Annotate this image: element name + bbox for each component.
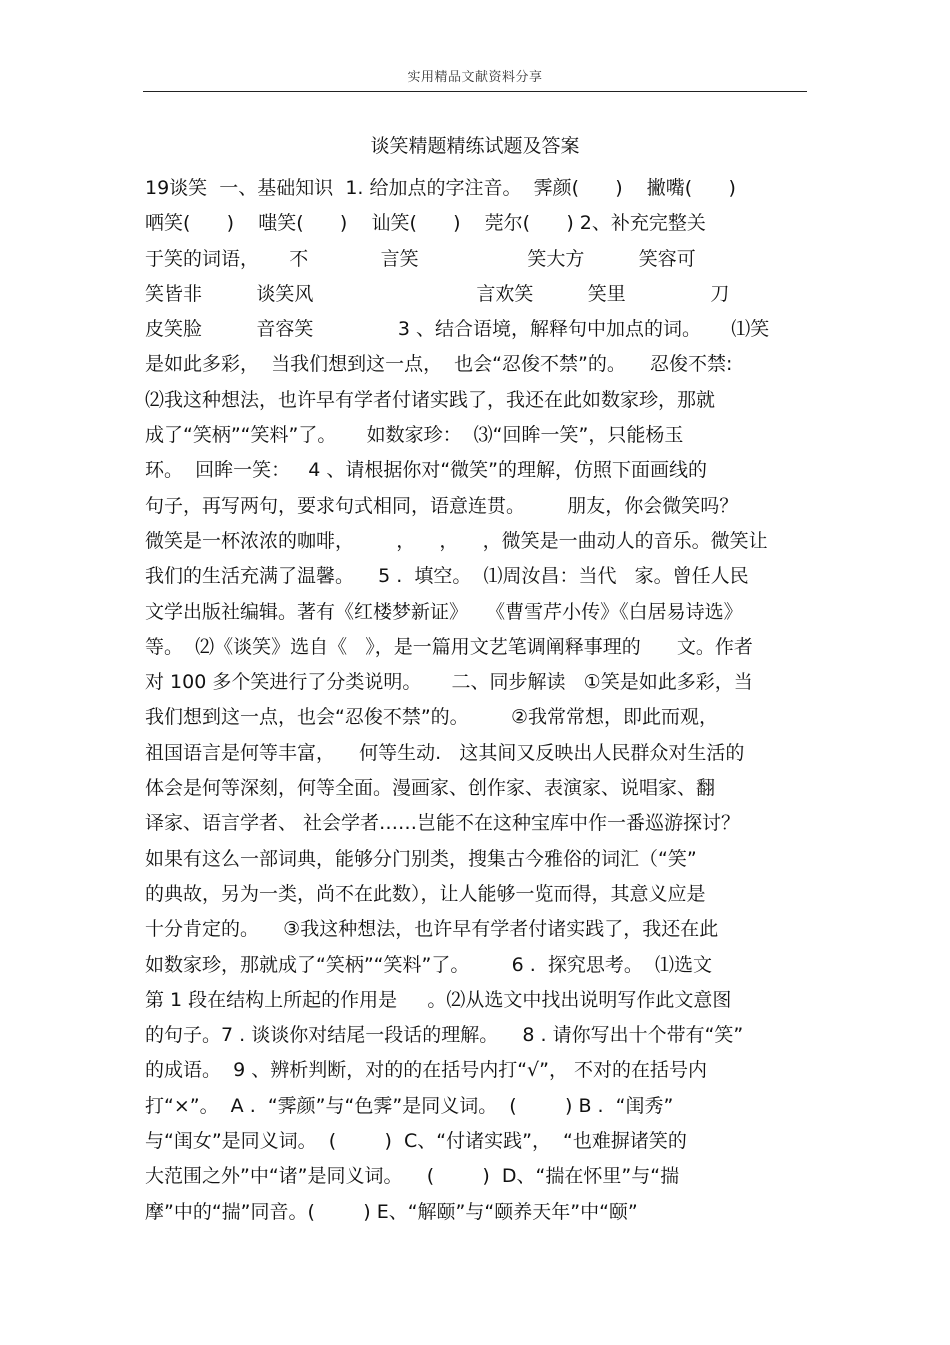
body-line: 微笑是一杯浓浓的咖啡， ， ， ，微笑是一曲动人的音乐。微笑让 <box>145 529 768 552</box>
body-line: 我们想到这一点，也会“忍俊不禁”的。 ②我常常想，即此而观， <box>145 706 718 729</box>
body-line: 打“×”。 A . “霁颜”与“色霁”是同义词。 ( ) B . “闺秀” <box>145 1094 674 1117</box>
body-line: 如果有这么一部词典，能够分门别类，搜集古今雅俗的词汇（“笑” <box>145 847 697 870</box>
body-line: 19谈笑 一、基础知识 1. 给加点的字注音。 霁颜( ) 撇嘴( ) <box>145 177 736 199</box>
body-line: 哂笑( ) 嗤笑( ) 讪笑( ) 莞尔( ) 2、补充完整关 <box>145 212 706 235</box>
body-line: 等。 ⑵《谈笑》选自《 》，是一篇用文艺笔调阐释事理的 文。作者 <box>145 635 753 658</box>
body-line: 环。 回眸一笑： 4 、请根据你对“微笑”的理解，仿照下面画线的 <box>145 459 708 482</box>
body-line: ⑵我这种想法，也许早有学者付诸实践了，我还在此如数家珍，那就 <box>145 388 716 411</box>
body-line: 十分肯定的。 ③我这种想法，也许早有学者付诸实践了，我还在此 <box>145 918 719 941</box>
page-header: 实用精品文献资料分享 <box>407 70 543 85</box>
body-line: 成了“笑柄”“笑料”了。 如数家珍： ⑶“回眸一笑”，只能杨玉 <box>145 424 684 447</box>
body-line: 第 1 段在结构上所起的作用是 。⑵从选文中找出说明写作此文意图 <box>145 988 732 1011</box>
body-line: 与“闺女”是同义词。 ( ) C、“付诸实践”， “也难摒诸笑的 <box>145 1130 687 1153</box>
document-title: 谈笑精题精练试题及答案 <box>370 135 580 157</box>
document-body <box>145 171 810 1230</box>
body-line: 大范围之外”中“诸”是同义词。 ( ) D、“揣在怀里”与“揣 <box>145 1165 680 1188</box>
body-line: 皮笑脸 音容笑 3 、结合语境，解释句中加点的词。 ⑴笑 <box>145 318 770 341</box>
body-line: 文学出版社编辑。著有《红楼梦新证》 《曹雪芹小传》《白居易诗选》 <box>145 600 743 623</box>
body-line: 对 100 多个笑进行了分类说明。 二、同步解读 ①笑是如此多彩，当 <box>145 671 753 694</box>
body-line: 我们的生活充满了温馨。 5 . 填空。 ⑴周汝昌：当代 家。曾任人民 <box>145 565 749 588</box>
body-line: 摩”中的“揣”同音。( ) E、“解颐”与“颐养天年”中“颐” <box>145 1200 638 1223</box>
body-line: 笑皆非 谈笑风 言欢笑 笑里 刀 <box>145 282 730 305</box>
body-line: 译家、语言学者、 社会学者……岂能不在这种宝库中作一番巡游探讨？ <box>145 812 741 835</box>
body-line: 如数家珍，那就成了“笑柄”“笑料”了。 6 . 探究思考。 ⑴选文 <box>145 953 712 976</box>
body-line: 体会是何等深刻，何等全面。漫画家、创作家、表演家、说唱家、翻 <box>145 777 716 800</box>
body-line: 句子，再写两句，要求句式相同，语意连贯。 朋友，你会微笑吗？ <box>145 494 739 517</box>
body-line: 的句子。7 . 谈谈你对结尾一段话的理解。 8 . 请你写出十个带有“笑” <box>145 1024 744 1047</box>
body-line: 是如此多彩， 当我们想到这一点， 也会“忍俊不禁”的。 忍俊不禁: <box>145 353 733 376</box>
header-divider <box>143 91 807 92</box>
body-line: 于笑的词语， 不 言笑 笑大方 笑容可 <box>145 247 696 270</box>
body-line: 祖国语言是何等丰富， 何等生动. 这其间又反映出人民群众对生活的 <box>145 741 745 764</box>
body-line: 的成语。 9 、辨析判断，对的的在括号内打“√”， 不对的在括号内 <box>145 1059 708 1082</box>
body-line: 的典故，另为一类，尚不在此数），让人能够一览而得，其意义应是 <box>145 882 706 905</box>
